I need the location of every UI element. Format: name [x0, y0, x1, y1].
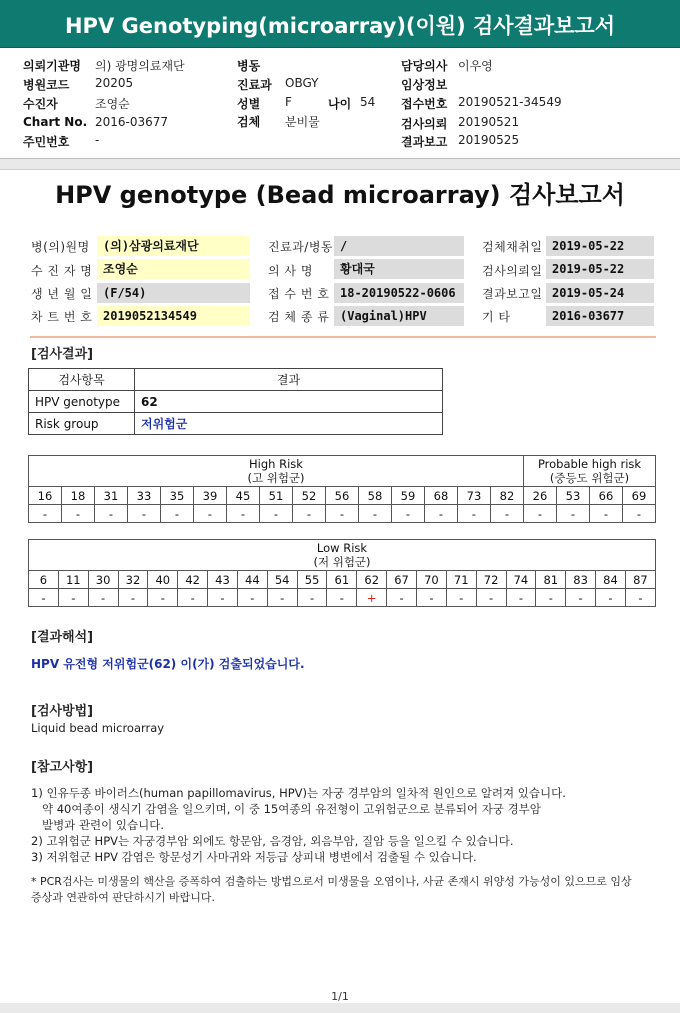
result-value: 62 — [135, 391, 443, 413]
genotype-type-cell: 26 — [524, 487, 557, 505]
genotype-result-cell: - — [161, 505, 194, 523]
result-header-item: 검사항목 — [29, 369, 135, 391]
result-item: Risk group — [29, 413, 135, 435]
page-number: 1/1 — [331, 990, 349, 1003]
genotype-type-cell: 11 — [58, 571, 88, 589]
genotype-result-cell: - — [566, 589, 596, 607]
probable-risk-sublabel: (중등도 위험군) — [549, 471, 630, 485]
genotype-result-cell: - — [536, 589, 566, 607]
page-bottom-band — [0, 1003, 680, 1013]
genotype-result-cell: - — [590, 505, 623, 523]
genotype-result-cell: - — [29, 589, 59, 607]
patient-value: 18-20190522-0606 — [334, 283, 464, 303]
footnote-line: * PCR검사는 미생물의 핵산을 증폭하여 검출하는 방법으로서 미생물을 오염이나, 사균 존재시 위양성 가능성이 있으므로 임상 — [31, 875, 632, 888]
genotype-result-cell: - — [95, 505, 128, 523]
genotype-result-cell: - — [260, 505, 293, 523]
age-label: 나이 — [328, 97, 352, 111]
patient-label: 결과보고일 — [482, 287, 543, 301]
patient-value: (의)삼광의료재단 — [97, 236, 250, 256]
summary-value: 20190521 — [458, 115, 520, 129]
summary-label: 병원코드 — [23, 78, 70, 92]
genotype-type-cell: 56 — [326, 487, 359, 505]
patient-value: (F/54) — [97, 283, 250, 303]
genotype-type-cell: 30 — [88, 571, 118, 589]
genotype-result-cell: - — [62, 505, 95, 523]
summary-value: F — [285, 95, 292, 109]
footnote — [31, 874, 632, 906]
genotype-result-cell: - — [491, 505, 524, 523]
low-risk-sublabel: (저 위험군) — [313, 555, 371, 569]
summary-label: 담당의사 — [401, 59, 448, 73]
reference-line: 2) 고위험군 HPV는 자궁경부암 외에도 항문암, 음경암, 외음부암, 질암 등을 일으킬 수 있습니다. — [31, 834, 514, 848]
summary-value: 의) 광명의료재단 — [95, 59, 185, 73]
report-header-title: HPV Genotyping(microarray)(이원) 검사결과보고서 — [64, 14, 615, 38]
genotype-type-cell: 16 — [29, 487, 62, 505]
patient-value: 2019-05-22 — [546, 259, 654, 279]
genotype-result-cell: - — [524, 505, 557, 523]
genotype-result-cell: - — [118, 589, 148, 607]
patient-value: 황대국 — [334, 259, 464, 279]
genotype-result-cell: - — [194, 505, 227, 523]
genotype-result-cell: - — [148, 589, 178, 607]
genotype-result-cell: - — [58, 589, 88, 607]
reference-line: 3) 저위험군 HPV 감염은 항문성기 사마귀와 저등급 상피내 병변에서 검출될 수 있습니다. — [31, 850, 477, 864]
genotype-type-cell: 18 — [62, 487, 95, 505]
patient-value: 2019-05-24 — [546, 283, 654, 303]
genotype-type-cell: 72 — [476, 571, 506, 589]
summary-label: 결과보고 — [401, 135, 448, 149]
high-risk-table — [28, 455, 656, 523]
genotype-result-cell: - — [596, 589, 626, 607]
risk-group-value: 저위험군 — [135, 413, 443, 435]
genotype-result-cell: - — [623, 505, 656, 523]
section-heading-reference: [참고사항] — [31, 760, 94, 775]
summary-value: - — [95, 133, 100, 147]
summary-value: 조영순 — [95, 97, 130, 111]
genotype-type-cell: 43 — [208, 571, 238, 589]
patient-label: 진료과/병동 — [268, 240, 334, 254]
genotype-type-cell: 67 — [387, 571, 417, 589]
genotype-type-cell: 82 — [491, 487, 524, 505]
result-item: HPV genotype — [29, 391, 135, 413]
patient-value: 조영순 — [97, 259, 250, 279]
age-value: 54 — [360, 95, 376, 109]
genotype-result-cell: - — [128, 505, 161, 523]
genotype-type-cell: 54 — [267, 571, 297, 589]
summary-label: 검사의뢰 — [401, 117, 448, 131]
genotype-type-cell: 84 — [596, 571, 626, 589]
genotype-type-cell: 42 — [178, 571, 208, 589]
genotype-type-cell: 68 — [425, 487, 458, 505]
reference-line: 1) 인유두종 바이러스(human papillomavirus, HPV)는 자궁 경부암의 일차적 원인으로 알려져 있습니다. — [31, 786, 566, 800]
genotype-result-cell: - — [392, 505, 425, 523]
genotype-result-cell: + — [357, 589, 387, 607]
reference-line: 발병과 관련이 있습니다. — [31, 818, 165, 832]
genotype-result-cell: - — [387, 589, 417, 607]
genotype-result-cell: - — [178, 589, 208, 607]
interpretation-text: HPV 유전형 저위험군(62) 이(가) 검출되었습니다. — [31, 657, 305, 671]
genotype-type-cell: 39 — [194, 487, 227, 505]
genotype-type-cell: 40 — [148, 571, 178, 589]
report-title: HPV genotype (Bead microarray) 검사보고서 — [55, 181, 625, 209]
low-risk-table — [28, 539, 656, 607]
genotype-type-cell: 32 — [118, 571, 148, 589]
genotype-type-cell: 6 — [29, 571, 59, 589]
summary-label: 성별 — [237, 97, 261, 111]
genotype-result-cell: - — [425, 505, 458, 523]
genotype-type-cell: 73 — [458, 487, 491, 505]
patient-value: 2016-03677 — [546, 306, 654, 326]
summary-label: 진료과 — [237, 78, 272, 92]
genotype-result-cell: - — [326, 505, 359, 523]
section-heading-interpretation: [결과해석] — [31, 630, 94, 645]
patient-label: 기 타 — [482, 310, 511, 324]
patient-label: 검 체 종 류 — [268, 310, 330, 324]
genotype-type-cell: 83 — [566, 571, 596, 589]
summary-value: 20190525 — [458, 133, 520, 147]
patient-label: 검사의뢰일 — [482, 264, 543, 278]
genotype-type-cell: 69 — [623, 487, 656, 505]
patient-value: / — [334, 236, 464, 256]
summary-label: Chart No. — [23, 115, 88, 129]
genotype-type-cell: 53 — [557, 487, 590, 505]
genotype-result-cell: - — [506, 589, 536, 607]
summary-value: 이우영 — [458, 59, 493, 73]
genotype-result-cell: - — [88, 589, 118, 607]
low-risk-header — [29, 540, 656, 571]
genotype-result-cell: - — [327, 589, 357, 607]
method-text: Liquid bead microarray — [31, 721, 165, 735]
genotype-result-cell: - — [297, 589, 327, 607]
genotype-result-cell: - — [267, 589, 297, 607]
reference-line: 약 40여종이 생식기 감염을 일으키며, 이 중 15여종의 유전형이 고위험군으로 분류되어 자궁 경부암 — [31, 802, 541, 816]
genotype-result-cell: - — [416, 589, 446, 607]
patient-value: 2019052134549 — [97, 306, 250, 326]
patient-label: 수 진 자 명 — [31, 264, 93, 278]
result-header-value: 결과 — [135, 369, 443, 391]
high-risk-label: High Risk — [249, 457, 303, 471]
reference-notes — [31, 785, 566, 865]
section-heading-result: [검사결과] — [31, 347, 94, 362]
high-risk-sublabel: (고 위험군) — [247, 471, 305, 485]
genotype-type-cell: 58 — [359, 487, 392, 505]
summary-value: OBGY — [285, 76, 319, 90]
genotype-result-cell: - — [458, 505, 491, 523]
genotype-type-cell: 61 — [327, 571, 357, 589]
genotype-type-cell: 59 — [392, 487, 425, 505]
genotype-result-cell: - — [476, 589, 506, 607]
summary-value: 분비물 — [285, 115, 320, 129]
probable-risk-header — [524, 456, 656, 487]
genotype-type-cell: 87 — [625, 571, 655, 589]
patient-label: 생 년 월 일 — [31, 287, 93, 301]
footnote-line: 증상과 연관하여 판단하시기 바랍니다. — [31, 891, 216, 904]
summary-value: 2016-03677 — [95, 115, 169, 129]
genotype-type-cell: 51 — [260, 487, 293, 505]
result-table — [28, 368, 443, 435]
summary-label: 수진자 — [23, 97, 58, 111]
genotype-result-cell: - — [625, 589, 655, 607]
summary-label: 임상정보 — [401, 78, 448, 92]
patient-value: (Vaginal)HPV — [334, 306, 464, 326]
low-risk-label: Low Risk — [316, 541, 368, 555]
genotype-type-cell: 33 — [128, 487, 161, 505]
genotype-type-cell: 35 — [161, 487, 194, 505]
high-risk-header — [29, 456, 524, 487]
page-separator — [0, 158, 680, 170]
genotype-type-cell: 52 — [293, 487, 326, 505]
genotype-type-cell: 44 — [237, 571, 267, 589]
genotype-type-cell: 81 — [536, 571, 566, 589]
patient-label: 검체채취일 — [482, 240, 543, 254]
patient-value: 2019-05-22 — [546, 236, 654, 256]
patient-label: 병(의)원명 — [31, 240, 90, 254]
genotype-result-cell: - — [557, 505, 590, 523]
summary-label: 접수번호 — [401, 97, 448, 111]
summary-value: 20190521-34549 — [458, 95, 562, 109]
genotype-result-cell: - — [208, 589, 238, 607]
patient-label: 의 사 명 — [268, 264, 313, 278]
section-divider — [30, 336, 656, 338]
patient-label: 접 수 번 호 — [268, 287, 330, 301]
genotype-result-cell: - — [293, 505, 326, 523]
genotype-result-cell: - — [237, 589, 267, 607]
genotype-result-cell: - — [227, 505, 260, 523]
section-heading-method: [검사방법] — [31, 704, 94, 719]
genotype-type-cell: 31 — [95, 487, 128, 505]
genotype-type-cell: 66 — [590, 487, 623, 505]
genotype-type-cell: 74 — [506, 571, 536, 589]
summary-label: 병동 — [237, 59, 261, 73]
genotype-type-cell: 70 — [416, 571, 446, 589]
genotype-type-cell: 55 — [297, 571, 327, 589]
summary-label: 주민번호 — [23, 135, 70, 149]
genotype-type-cell: 71 — [446, 571, 476, 589]
genotype-result-cell: - — [446, 589, 476, 607]
patient-label: 차 트 번 호 — [31, 310, 93, 324]
genotype-result-cell: - — [359, 505, 392, 523]
summary-label: 검체 — [237, 115, 261, 129]
summary-value: 20205 — [95, 76, 134, 90]
summary-label: 의뢰기관명 — [23, 59, 81, 73]
genotype-type-cell: 45 — [227, 487, 260, 505]
probable-risk-label: Probable high risk — [537, 457, 642, 471]
genotype-type-cell: 62 — [357, 571, 387, 589]
genotype-result-cell: - — [29, 505, 62, 523]
